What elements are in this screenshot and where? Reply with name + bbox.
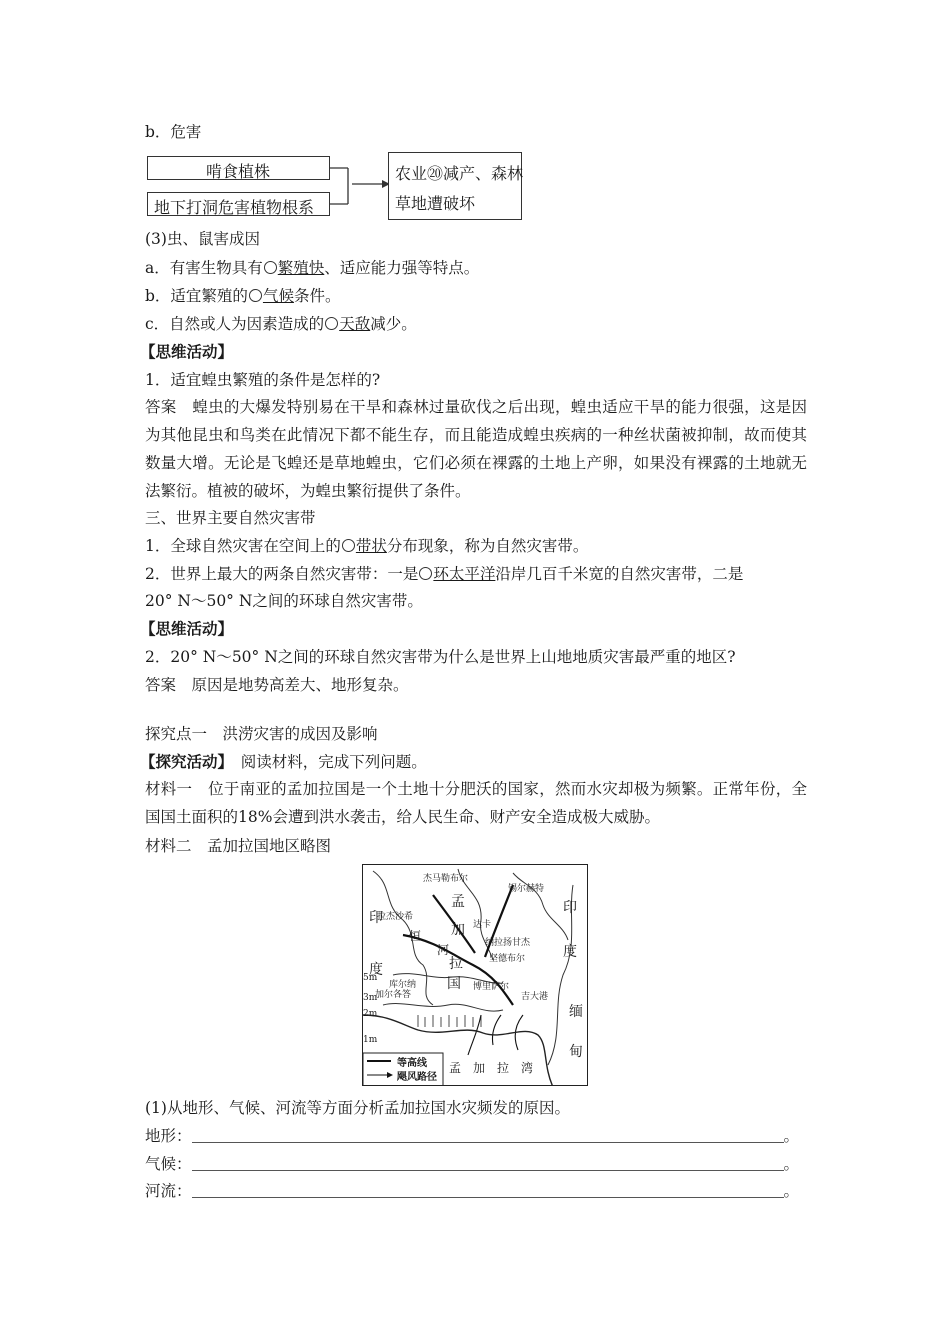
answer-terrain: 地形： 。 xyxy=(145,1127,800,1145)
answer-key: 气候 xyxy=(262,287,294,305)
map-label-ganga: 恒 xyxy=(409,929,422,943)
map-contour-1m: 1m xyxy=(363,1035,378,1045)
map-label-river: 河 xyxy=(437,943,450,957)
think-question-1: 1．适宜蝗虫繁殖的条件是怎样的? xyxy=(145,371,381,389)
answer-climate: 气候： 。 xyxy=(145,1155,800,1173)
answer-river: 河流： 。 xyxy=(145,1182,800,1200)
map-contour-2m: 2m xyxy=(363,1009,378,1019)
blank-circle-icon xyxy=(264,261,277,274)
map-label-india-left-1: 印 xyxy=(369,910,383,926)
think-heading-1: 【思维活动】 xyxy=(140,342,234,361)
material-1: 材料一 位于南亚的孟加拉国是一个土地十分肥沃的国家，然而水灾却极为频繁。正常年份，全国国土面积的18%会遭到洪水袭击，给人民生命、财产安全造成极大威胁。 xyxy=(145,780,807,826)
connector-arrow xyxy=(330,160,390,216)
material-2-caption: 材料二 孟加拉国地区略图 xyxy=(145,837,332,855)
section3-title: 三、世界主要自然灾害带 xyxy=(145,509,316,527)
map-drawing xyxy=(363,865,588,1086)
map-label-myanmar-2: 甸 xyxy=(569,1044,583,1060)
map-label-narayanganj: 纳拉扬甘杰 xyxy=(485,938,531,948)
map-label-chittagong: 吉大港 xyxy=(521,992,549,1002)
answer-blank-river[interactable] xyxy=(192,1183,784,1198)
map-label-chandpur: 坚德布尔 xyxy=(489,954,526,964)
map-label-calcutta: 加尔各答 xyxy=(375,990,412,1000)
answer-key: 天敌 xyxy=(339,315,371,333)
map-label-myanmar-1: 缅 xyxy=(569,1004,583,1020)
think-question-2: 2．20° N～50° N之间的环球自然灾害带为什么是世界上山地地质灾害最严重的地区? xyxy=(145,648,736,666)
circled-number-20: ⑳ xyxy=(427,164,444,183)
map-contour-3m: 3m xyxy=(363,993,378,1003)
answer-key: 带状 xyxy=(355,537,387,555)
explore-title: 探究点一 洪涝灾害的成因及影响 xyxy=(145,725,378,743)
cause-c: c．自然或人为因素造成的 天敌减少。 xyxy=(145,315,417,333)
question-1: (1)从地形、气候、河流等方面分析孟加拉国水灾频发的原因。 xyxy=(145,1099,570,1117)
causes-title: (3)虫、鼠害成因 xyxy=(145,230,260,248)
map-label-meng: 孟 xyxy=(451,894,465,910)
blank-circle-icon xyxy=(342,539,355,552)
section3-p2-line2: 20° N～50° N之间的环球自然灾害带。 xyxy=(145,592,423,610)
blank-circle-icon xyxy=(249,289,262,302)
bangladesh-map xyxy=(362,864,588,1086)
harm-label: b．危害 xyxy=(145,123,202,141)
box-gnaw-text: 啃食植株 xyxy=(206,162,271,181)
cause-b: b．适宜繁殖的 气候条件。 xyxy=(145,287,341,305)
think-answer-1: 答案 蝗虫的大爆发特别易在干旱和森林过量砍伐之后出现，蝗虫适应干旱的能力很强，这是因为其他昆虫和鸟类在此情况下都不能生存，而且能造成蝗虫疾病的一种丝状菌被抑制，故而使其数量大增。无论是飞蝗还是草地蝗虫，它们必须在裸露的土地上产卵，如果没有裸露的土地就无法繁衍。植被的破坏，为蝗虫繁衍提供了条件。 xyxy=(145,398,807,500)
think-heading-2: 【思维活动】 xyxy=(140,619,234,638)
map-label-dhaka: 达卡 xyxy=(473,920,492,930)
map-label-rajshahi: 拉杰沙希 xyxy=(377,912,414,922)
map-label-india-right-2: 度 xyxy=(563,944,577,960)
section3-p1: 1．全球自然灾害在空间上的 带状分布现象，称为自然灾害带。 xyxy=(145,537,589,555)
think-answer-2: 答案 原因是地势高差大、地形复杂。 xyxy=(145,676,409,694)
map-label-bay: 孟 加 拉 湾 xyxy=(449,1061,534,1075)
answer-blank-terrain[interactable] xyxy=(192,1128,784,1143)
map-label-guo: 国 xyxy=(447,976,461,992)
blank-circle-icon xyxy=(325,317,338,330)
answer-key: 环太平洋 xyxy=(433,565,496,583)
map-label-sylhet: 锡尔赫特 xyxy=(508,884,545,894)
legend-typhoon: 飓风路径 xyxy=(397,1072,437,1083)
map-contour-5m: 5m xyxy=(363,973,378,983)
blank-circle-icon xyxy=(419,567,432,580)
answer-key: 繁殖快 xyxy=(277,259,325,277)
box-result-line2: 草地遭破坏 xyxy=(395,194,476,213)
map-label-jia: 加 xyxy=(451,922,465,938)
cause-a: a．有害生物具有 繁殖快、适应能力强等特点。 xyxy=(145,259,480,277)
legend-contour: 等高线 xyxy=(397,1058,427,1069)
explore-activity: 【探究活动】 阅读材料，完成下列问题。 xyxy=(140,752,427,771)
map-label-la: 拉 xyxy=(449,956,463,972)
section3-p2: 2．世界上最大的两条自然灾害带：一是 环太平洋沿岸几百千米宽的自然灾害带，二是 xyxy=(145,565,744,583)
map-label-india-right-1: 印 xyxy=(563,900,577,916)
box-result xyxy=(388,152,522,220)
box-gnaw xyxy=(147,156,330,180)
box-burrow xyxy=(147,192,330,216)
box-burrow-text: 地下打洞危害植物根系 xyxy=(154,198,315,217)
answer-blank-climate[interactable] xyxy=(192,1156,784,1171)
box-result-line1: 农业⑳减产、森林 xyxy=(395,164,524,183)
map-label-barisal: 博里萨尔 xyxy=(473,982,510,992)
map-label-khulna: 库尔纳 xyxy=(389,980,417,990)
map-label-jamalpur: 杰马勒布尔 xyxy=(423,874,469,884)
map-label-india-left-2: 度 xyxy=(369,962,383,978)
